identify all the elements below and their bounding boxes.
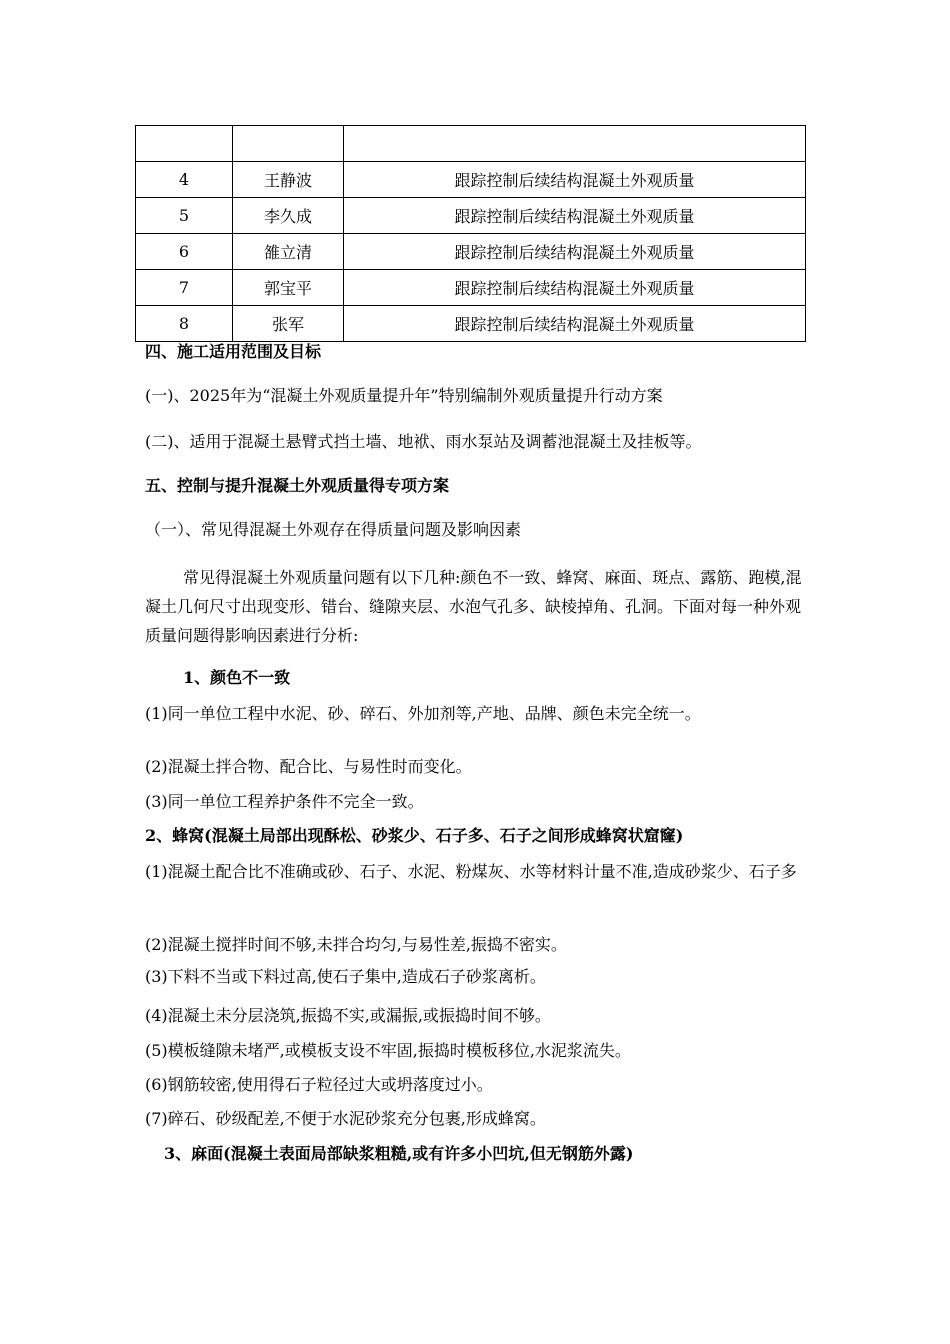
table-cell-no: 6	[136, 234, 233, 270]
list-item: (6)钢筋较密,使用得石子粒径过大或坍落度过小。	[145, 1075, 493, 1094]
table-cell-no: 5	[136, 198, 233, 234]
list-item: (3)下料不当或下料过高,使石子集中,造成石子砂浆离析。	[145, 967, 546, 986]
table-cell-name: 张军	[233, 306, 344, 342]
list-item: (2)混凝土拌合物、配合比、与易性时而变化。	[145, 757, 472, 776]
item-heading: 1、颜色不一致	[183, 668, 291, 687]
item-heading: 3、麻面(混凝土表面局部缺浆粗糙,或有许多小凹坑,但无钢筋外露)	[164, 1144, 634, 1163]
section-heading: 四、施工适用范围及目标	[145, 342, 322, 361]
item-heading: 2、蜂窝(混凝土局部出现酥松、砂浆少、石子多、石子之间形成蜂窝状窟窿)	[145, 826, 684, 845]
list-item: (1)混凝土配合比不准确或砂、石子、水泥、粉煤灰、水等材料计量不准,造成砂浆少、石子多	[145, 862, 797, 881]
paragraph: (二)、适用于混凝土悬臂式挡土墙、地袱、雨水泵站及调蓄池混凝土及挂板等。	[145, 432, 702, 451]
table-cell-no: 4	[136, 162, 233, 198]
table-row	[136, 162, 806, 198]
paragraph: 常见得混凝土外观质量问题有以下几种:颜色不一致、蜂窝、麻面、斑点、露筋、跑模,混凝土几何尺寸出现变形、错台、缝隙夹层、水泡气孔多、缺棱掉角、孔洞。下面对每一种外观质量问题得影响因素进行分析:	[145, 568, 802, 645]
table-cell-duty: 跟踪控制后续结构混凝土外观质量	[344, 234, 806, 270]
table-cell-duty: 跟踪控制后续结构混凝土外观质量	[344, 162, 806, 198]
section-heading: 五、控制与提升混凝土外观质量得专项方案	[145, 476, 450, 495]
table-cell-name: 郭宝平	[233, 270, 344, 306]
table-cell-no	[136, 126, 233, 162]
list-item: (4)混凝土未分层浇筑,振捣不实,或漏振,或振捣时间不够。	[145, 1006, 551, 1025]
table-cell-duty: 跟踪控制后续结构混凝土外观质量	[344, 270, 806, 306]
table-row	[136, 126, 806, 162]
staff-table	[135, 125, 806, 342]
table-row	[136, 198, 806, 234]
subsection-heading: （一）、常见得混凝土外观存在得质量问题及影响因素	[145, 520, 522, 539]
table-cell-name: 王静波	[233, 162, 344, 198]
table-cell-duty: 跟踪控制后续结构混凝土外观质量	[344, 198, 806, 234]
table-cell-name	[233, 126, 344, 162]
table-row	[136, 270, 806, 306]
list-item: (3)同一单位工程养护条件不完全一致。	[145, 792, 424, 811]
table-cell-name: 李久成	[233, 198, 344, 234]
table-cell-no: 8	[136, 306, 233, 342]
list-item: (2)混凝土搅拌时间不够,未拌合均匀,与易性差,振捣不密实。	[145, 935, 567, 954]
list-item: (7)碎石、砂级配差,不便于水泥砂浆充分包裹,形成蜂窝。	[145, 1109, 546, 1128]
paragraph: (一)、2025年为“混凝土外观质量提升年”特别编制外观质量提升行动方案	[145, 386, 663, 405]
table-cell-no: 7	[136, 270, 233, 306]
table-cell-duty: 跟踪控制后续结构混凝土外观质量	[344, 306, 806, 342]
list-item: (1)同一单位工程中水泥、砂、碎石、外加剂等,产地、品牌、颜色未完全统一。	[145, 704, 701, 723]
table-cell-name: 雒立清	[233, 234, 344, 270]
table-row	[136, 306, 806, 342]
list-item: (5)模板缝隙未堵严,或模板支设不牢固,振捣时模板移位,水泥浆流失。	[145, 1041, 631, 1060]
table-cell-duty	[344, 126, 806, 162]
table-row	[136, 234, 806, 270]
